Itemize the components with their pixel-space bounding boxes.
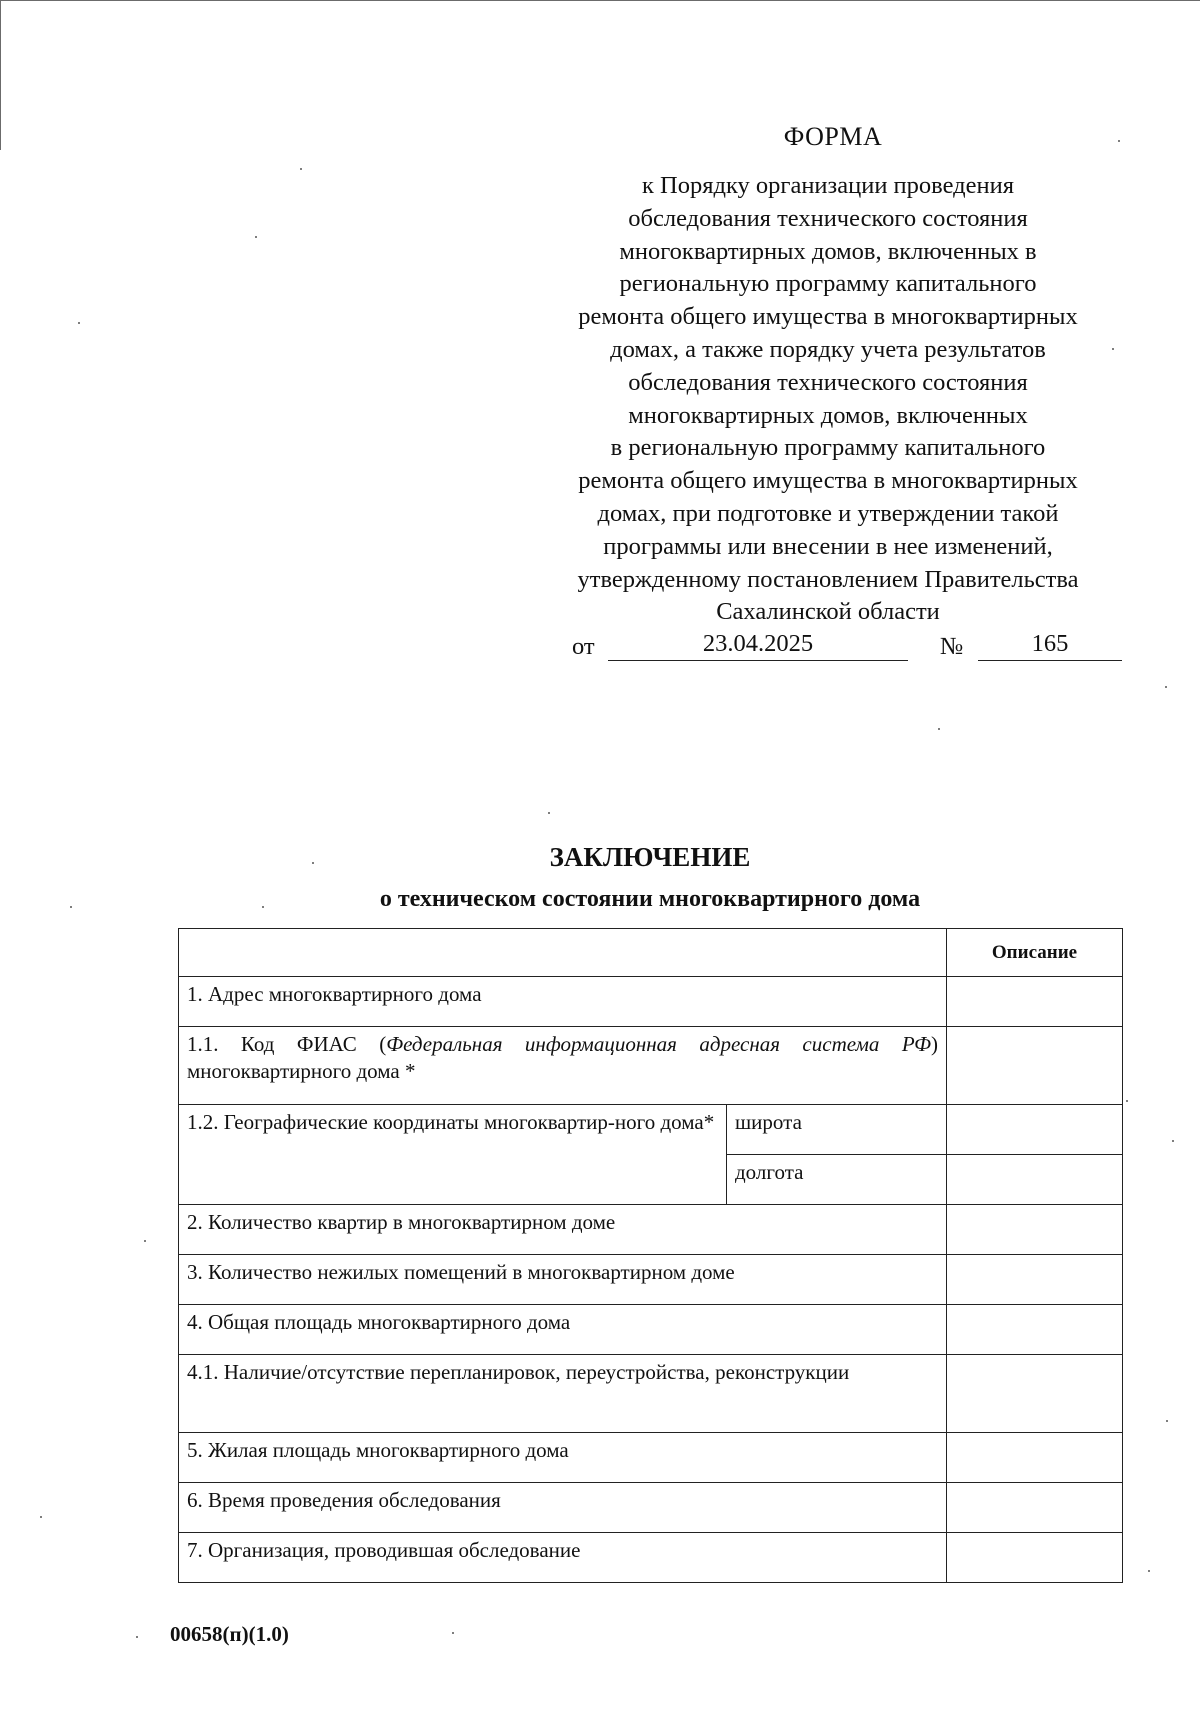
table-header-row [179, 929, 1123, 977]
table-row [179, 1433, 1123, 1483]
value-cell-total-area[interactable] [947, 1305, 1123, 1355]
fias-label-suffix: ) многоквартирного дома * [187, 1032, 939, 1083]
appendix-line: домах, а также порядку учета результатов [610, 335, 1046, 363]
appendix-line: домах, при подготовке и утверждении такой [597, 499, 1059, 527]
row-label-nonresidential: 3. Количество нежилых помещений в многоквартирном доме [179, 1255, 947, 1305]
scan-speck [548, 812, 550, 814]
number-sign: № [940, 633, 964, 660]
header-blank-cell [179, 929, 947, 977]
table-row [179, 977, 1123, 1027]
appendix-line: ремонта общего имущества в многоквартирных [578, 303, 1078, 331]
appendix-line: многоквартирных домов, включенных в [619, 237, 1037, 265]
value-cell-latitude[interactable] [947, 1105, 1123, 1155]
appendix-line: обследования технического состояния [628, 204, 1028, 232]
scan-speck [40, 1516, 42, 1518]
scan-speck [938, 728, 940, 730]
document-subtitle: о техническом состоянии многоквартирного дома [379, 886, 921, 912]
row-label-fias [179, 1027, 947, 1105]
fias-label-prefix: 1.1. Код ФИАС ( [187, 1032, 387, 1056]
scan-speck [1118, 140, 1120, 142]
scan-edge-left [0, 0, 1, 150]
appendix-line: утвержденному постановлением Правительства [577, 565, 1079, 593]
row-label-living-area: 5. Жилая площадь многоквартирного дома [179, 1433, 947, 1483]
row-label-total-area: 4. Общая площадь многоквартирного дома [179, 1305, 947, 1355]
appendix-line: в региональную программу капитального [610, 434, 1046, 462]
scan-speck [1148, 1570, 1150, 1572]
approval-date: 23.04.2025 [608, 630, 908, 661]
appendix-line: к Порядку организации проведения [642, 172, 1014, 199]
scan-speck [262, 906, 264, 908]
table-row [179, 1533, 1123, 1583]
table-row [179, 1105, 1123, 1155]
row-label-address: 1. Адрес многоквартирного дома [179, 977, 947, 1027]
row-label-longitude: долгота [727, 1155, 947, 1205]
table-row [179, 1355, 1123, 1433]
resolution-number: 165 [978, 630, 1122, 661]
row-label-replanning: 4.1. Наличие/отсутствие перепланировок, переустройства, реконструкции [179, 1355, 947, 1433]
value-cell-living-area[interactable] [947, 1433, 1123, 1483]
value-cell-fias[interactable] [947, 1027, 1123, 1105]
value-cell-apartments[interactable] [947, 1205, 1123, 1255]
scan-speck [1172, 1140, 1174, 1142]
appendix-line: многоквартирных домов, включенных [628, 401, 1028, 429]
description-header: Описание [947, 929, 1123, 977]
date-prefix: от [572, 633, 595, 660]
scan-speck [300, 168, 302, 170]
table-row [179, 1305, 1123, 1355]
scan-edge-top [0, 0, 1200, 1]
conclusion-table [178, 928, 1123, 1583]
scan-speck [1126, 1100, 1128, 1102]
row-label-latitude: широта [727, 1105, 947, 1155]
table-row [179, 1255, 1123, 1305]
scan-speck [1166, 1420, 1168, 1422]
value-cell-address[interactable] [947, 977, 1123, 1027]
form-label: ФОРМА [783, 122, 883, 151]
value-cell-organization[interactable] [947, 1533, 1123, 1583]
row-label-inspection-time: 6. Время проведения обследования [179, 1483, 947, 1533]
document-title: ЗАКЛЮЧЕНИЕ [549, 842, 751, 872]
scan-speck [136, 1636, 138, 1638]
scan-speck [78, 322, 80, 324]
value-cell-inspection-time[interactable] [947, 1483, 1123, 1533]
appendix-line: обследования технического состояния [628, 368, 1028, 396]
table-row [179, 1205, 1123, 1255]
appendix-line: программы или внесении в нее изменений, [603, 532, 1053, 560]
scan-speck [144, 1240, 146, 1242]
row-label-coordinates: 1.2. Географические координаты многоквартир-ного дома* [179, 1105, 727, 1205]
document-code: 00658(п)(1.0) [170, 1622, 289, 1646]
table-row [179, 1027, 1123, 1105]
value-cell-nonresidential[interactable] [947, 1255, 1123, 1305]
appendix-line: региональную программу капитального [619, 270, 1037, 298]
row-label-organization: 7. Организация, проводившая обследование [179, 1533, 947, 1583]
approval-date-row [568, 630, 1128, 666]
scan-speck [70, 906, 72, 908]
table-row [179, 1483, 1123, 1533]
value-cell-replanning[interactable] [947, 1355, 1123, 1433]
scan-speck [1165, 686, 1167, 688]
appendix-line: Сахалинской области [716, 598, 940, 626]
scan-speck [452, 1632, 454, 1634]
row-label-apartments: 2. Количество квартир в многоквартирном доме [179, 1205, 947, 1255]
appendix-reference [528, 170, 1128, 629]
fias-label-italic: Федеральная информационная адресная система РФ [386, 1032, 932, 1056]
value-cell-longitude[interactable] [947, 1155, 1123, 1205]
scan-speck [255, 236, 257, 238]
appendix-line: ремонта общего имущества в многоквартирных [578, 467, 1078, 495]
